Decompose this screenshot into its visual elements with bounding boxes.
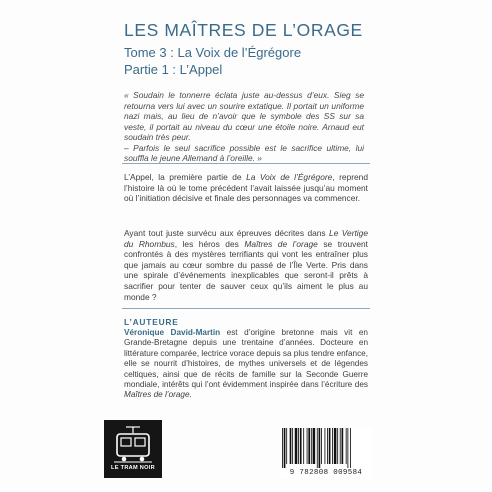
- barcode-bar: [308, 428, 310, 464]
- barcode-bar: [321, 428, 322, 464]
- author-bio: [124, 328, 368, 401]
- barcode-bar: [319, 428, 321, 468]
- publisher-name: LE TRAM NOIR: [111, 465, 155, 471]
- book-title-ref: La Voix de l’Égrégore: [246, 172, 333, 182]
- barcode-icon: [280, 428, 372, 468]
- series-title-ref: Maîtres de l’orage: [124, 390, 190, 400]
- part-subtitle: Partie 1 : L’Appel: [124, 62, 223, 77]
- series-title-ref: Maîtres de l’orage: [244, 238, 318, 249]
- divider-top: [122, 163, 370, 164]
- barcode-bar: [332, 428, 333, 464]
- barcode-bar: [346, 428, 347, 464]
- barcode-bar: [300, 428, 302, 464]
- publisher-logo: [104, 420, 162, 478]
- barcode-bar: [292, 428, 293, 464]
- barcode-bar: [307, 428, 308, 464]
- barcode-bar: [350, 428, 351, 468]
- barcode-bar: [342, 428, 344, 464]
- barcode-bar: [325, 428, 326, 464]
- barcode-bar: [290, 428, 292, 464]
- summary-text: Ayant tout juste survécu aux épreuves décrites dans: [124, 228, 330, 238]
- barcode-bar: [282, 428, 283, 468]
- barcode-bar: [334, 428, 337, 464]
- quote-paragraph-2: – Parfois le seul sacrifice possible est le sacrifice ultime, lui souffla le jeune Allemand à l’oreille. »: [124, 142, 364, 163]
- summary-text: L’Appel, la première partie de: [124, 172, 247, 182]
- volume-subtitle: Tome 3 : La Voix de l’Égrégore: [124, 45, 302, 60]
- quote-paragraph-1: « Soudain le tonnerre éclata juste au-dessus d’eux. Sieg se retourna vers lui avec un sourire extatique. Il portait un uniforme nazi mais, au lieu de n’avoir que le symbole des SS sur sa veste, il portait au niveau du cœur une étoile noire. Arnaud eut soudain très peur.: [124, 90, 364, 142]
- author-heading: L’AUTEURE: [124, 317, 179, 327]
- summary-text: se trouvent confrontés à des mystères terrifiants qui vont les entraîner plus que jamais au cœur sombre du passé de l’Île Verte. Pris dans une spirale d’événements inexplicables que seront-il prêts à sacrifier pour tenter de sauver ceux qu’ils aiment le plus au monde ?: [124, 238, 368, 302]
- barcode-bar: [327, 428, 328, 464]
- divider-author: [122, 308, 370, 309]
- barcode-bar: [313, 428, 316, 464]
- series-title: LES MAÎTRES DE L’ORAGE: [124, 20, 363, 40]
- summary-paragraph-2: [124, 228, 368, 302]
- barcode-bar: [340, 428, 341, 464]
- barcode-bar: [329, 428, 331, 464]
- barcode-bar: [295, 428, 298, 464]
- summary-text: , reprend l’histoire là où le tome précédent l’avait laissée jusqu’au moment où l’initiation décisive et finale des personnages va commencer.: [124, 172, 368, 204]
- barcode-bar: [286, 428, 287, 464]
- barcode-bar: [317, 428, 318, 468]
- barcode-bar: [311, 428, 312, 464]
- bio-text: .: [189, 390, 192, 400]
- barcode-bar: [298, 428, 299, 464]
- bio-text: est d’origine bretonne mais vit en Grande-Bretagne depuis une trentaine d’années. Docteure en littérature comparée, lectrice vorace depuis sa plus tendre enfance, elle se nourrit d’histoires, de mythes universels et de légendes celtiques, ainsi que de récits de famille sur la Seconde Guerre mondiale, intérêts qui l’ont évidemment inspirée dans l’écriture des: [124, 328, 368, 390]
- isbn-number: 9 782808 009584: [289, 469, 363, 477]
- barcode-bar: [303, 428, 304, 464]
- tram-icon: [113, 426, 153, 464]
- author-name: Véronique David-Martin: [124, 328, 221, 337]
- excerpt-quote: [124, 90, 364, 164]
- summary-paragraph-1: [124, 172, 368, 204]
- barcode-bar: [337, 428, 338, 464]
- barcode-bar: [347, 428, 348, 468]
- book-title-ref: Le Vertige du Rhombus: [124, 228, 368, 249]
- barcode-bar: [284, 428, 286, 468]
- summary-text: , les héros des: [174, 238, 245, 249]
